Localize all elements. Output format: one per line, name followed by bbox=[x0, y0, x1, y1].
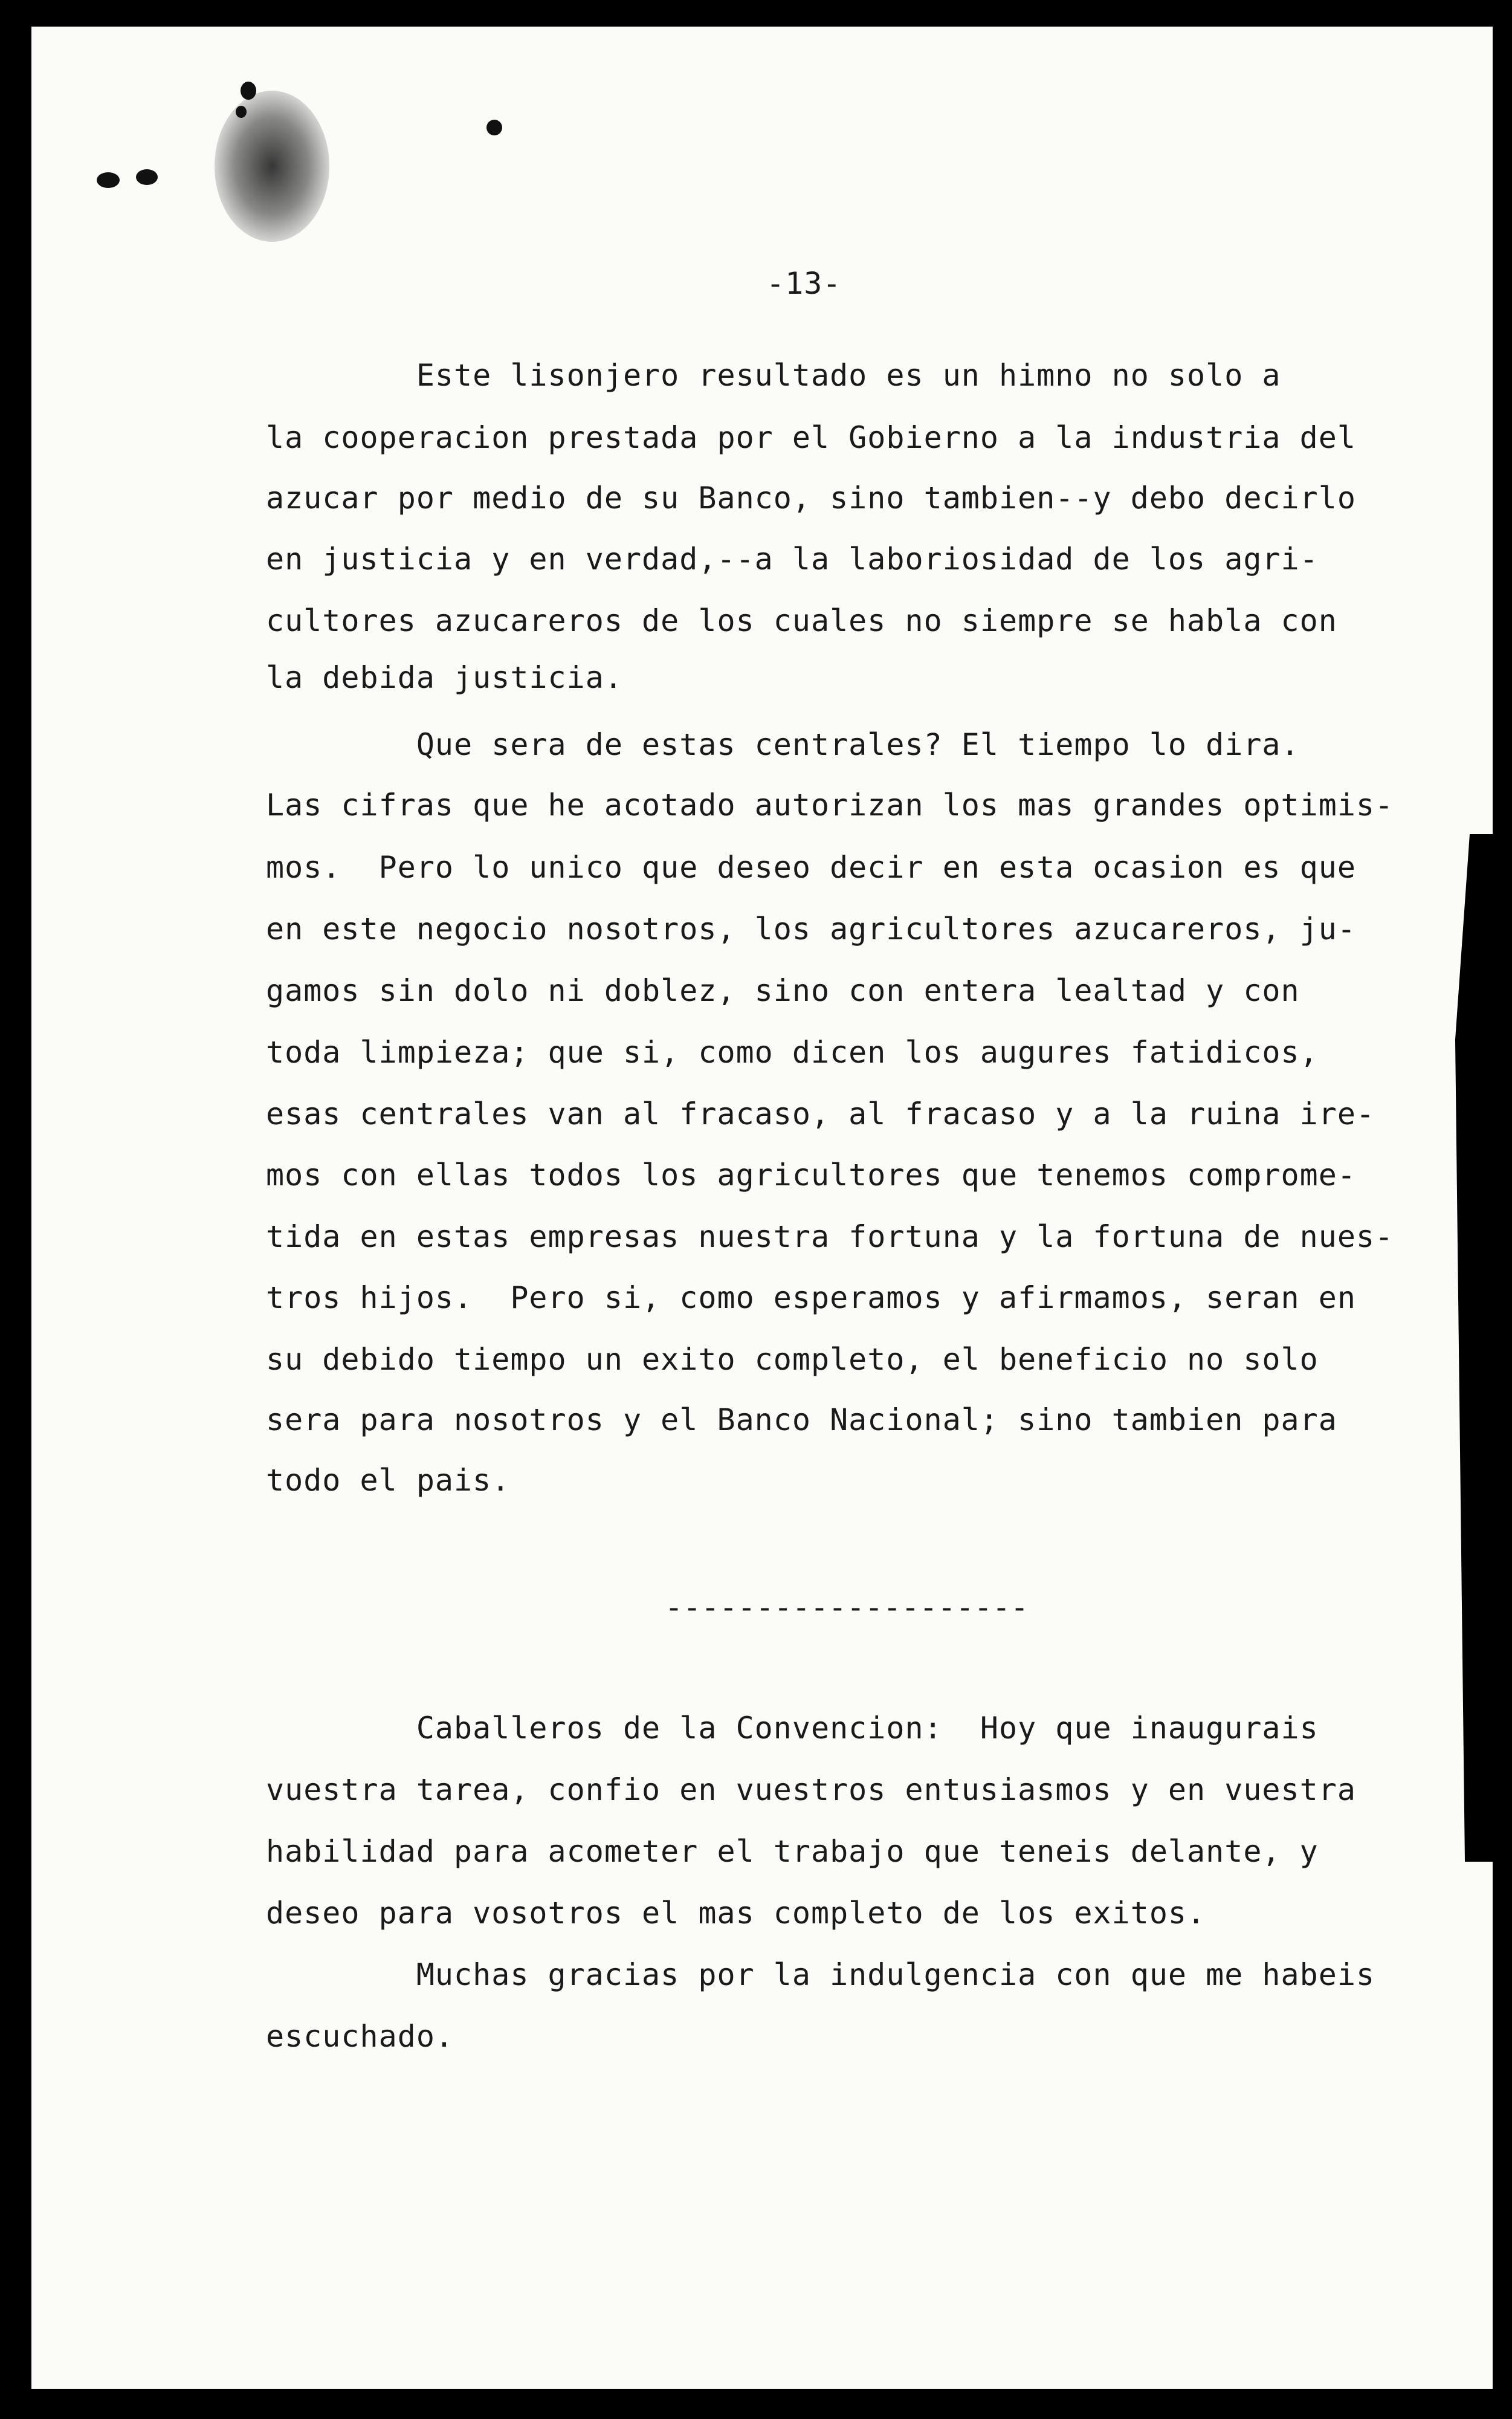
paragraph3-line: vuestra tarea, confio en vuestros entusiasmos y en vuestra bbox=[266, 1772, 1356, 1807]
paragraph2-line: Las cifras que he acotado autorizan los mas grandes optimis- bbox=[266, 788, 1394, 823]
paragraph2-line: Que sera de estas centrales? El tiempo lo dira. bbox=[266, 727, 1300, 762]
paragraph2-line: mos con ellas todos los agricultores que tenemos comprome- bbox=[266, 1158, 1356, 1193]
paragraph4-line: escuchado. bbox=[266, 2019, 454, 2054]
ink-spot bbox=[136, 169, 158, 185]
ink-smudge bbox=[215, 91, 329, 242]
paragraph2-line: su debido tiempo un exito completo, el beneficio no solo bbox=[266, 1342, 1319, 1377]
paragraph2-line: toda limpieza; que si, como dicen los augures fatidicos, bbox=[266, 1035, 1319, 1070]
paragraph2-line: sera para nosotros y el Banco Nacional; sino tambien para bbox=[266, 1402, 1337, 1437]
paragraph2-line: mos. Pero lo unico que deseo decir en esta ocasion es que bbox=[266, 850, 1356, 885]
ink-spot bbox=[236, 106, 247, 118]
paragraph3-line: deseo para vosotros el mas completo de los exitos. bbox=[266, 1896, 1206, 1931]
paragraph2-line: gamos sin dolo ni doblez, sino con entera lealtad y con bbox=[266, 973, 1300, 1008]
section-divider: -------------------- bbox=[665, 1590, 1029, 1625]
paragraph2-line: tida en estas empresas nuestra fortuna y la fortuna de nues- bbox=[266, 1219, 1394, 1254]
paragraph1-line: cultores azucareros de los cuales no siempre se habla con bbox=[266, 603, 1337, 638]
paragraph2-line: esas centrales van al fracaso, al fracaso y a la ruina ire- bbox=[266, 1096, 1375, 1132]
ink-spot bbox=[241, 82, 256, 100]
paragraph1-line: en justicia y en verdad,--a la laboriosidad de los agri- bbox=[266, 542, 1319, 577]
ink-spot bbox=[97, 172, 120, 188]
paragraph2-line: en este negocio nosotros, los agricultores azucareros, ju- bbox=[266, 912, 1356, 947]
paragraph1-line: azucar por medio de su Banco, sino tambien--y debo decirlo bbox=[266, 481, 1356, 516]
paragraph3-line: habilidad para acometer el trabajo que teneis delante, y bbox=[266, 1834, 1319, 1869]
ink-spot bbox=[486, 120, 502, 135]
paragraph1-line: la cooperacion prestada por el Gobierno a la industria del bbox=[266, 420, 1356, 455]
paragraph2-line: todo el pais. bbox=[266, 1463, 511, 1498]
paragraph1-line: la debida justicia. bbox=[266, 660, 623, 695]
paragraph2-line: tros hijos. Pero si, como esperamos y afirmamos, seran en bbox=[266, 1280, 1356, 1315]
paragraph4-line: Muchas gracias por la indulgencia con que me habeis bbox=[266, 1957, 1375, 1992]
paragraph3-line: Caballeros de la Convencion: Hoy que inaugurais bbox=[266, 1711, 1319, 1746]
paragraph1-line: Este lisonjero resultado es un himno no solo a bbox=[266, 358, 1281, 393]
page-number: -13- bbox=[766, 266, 842, 301]
